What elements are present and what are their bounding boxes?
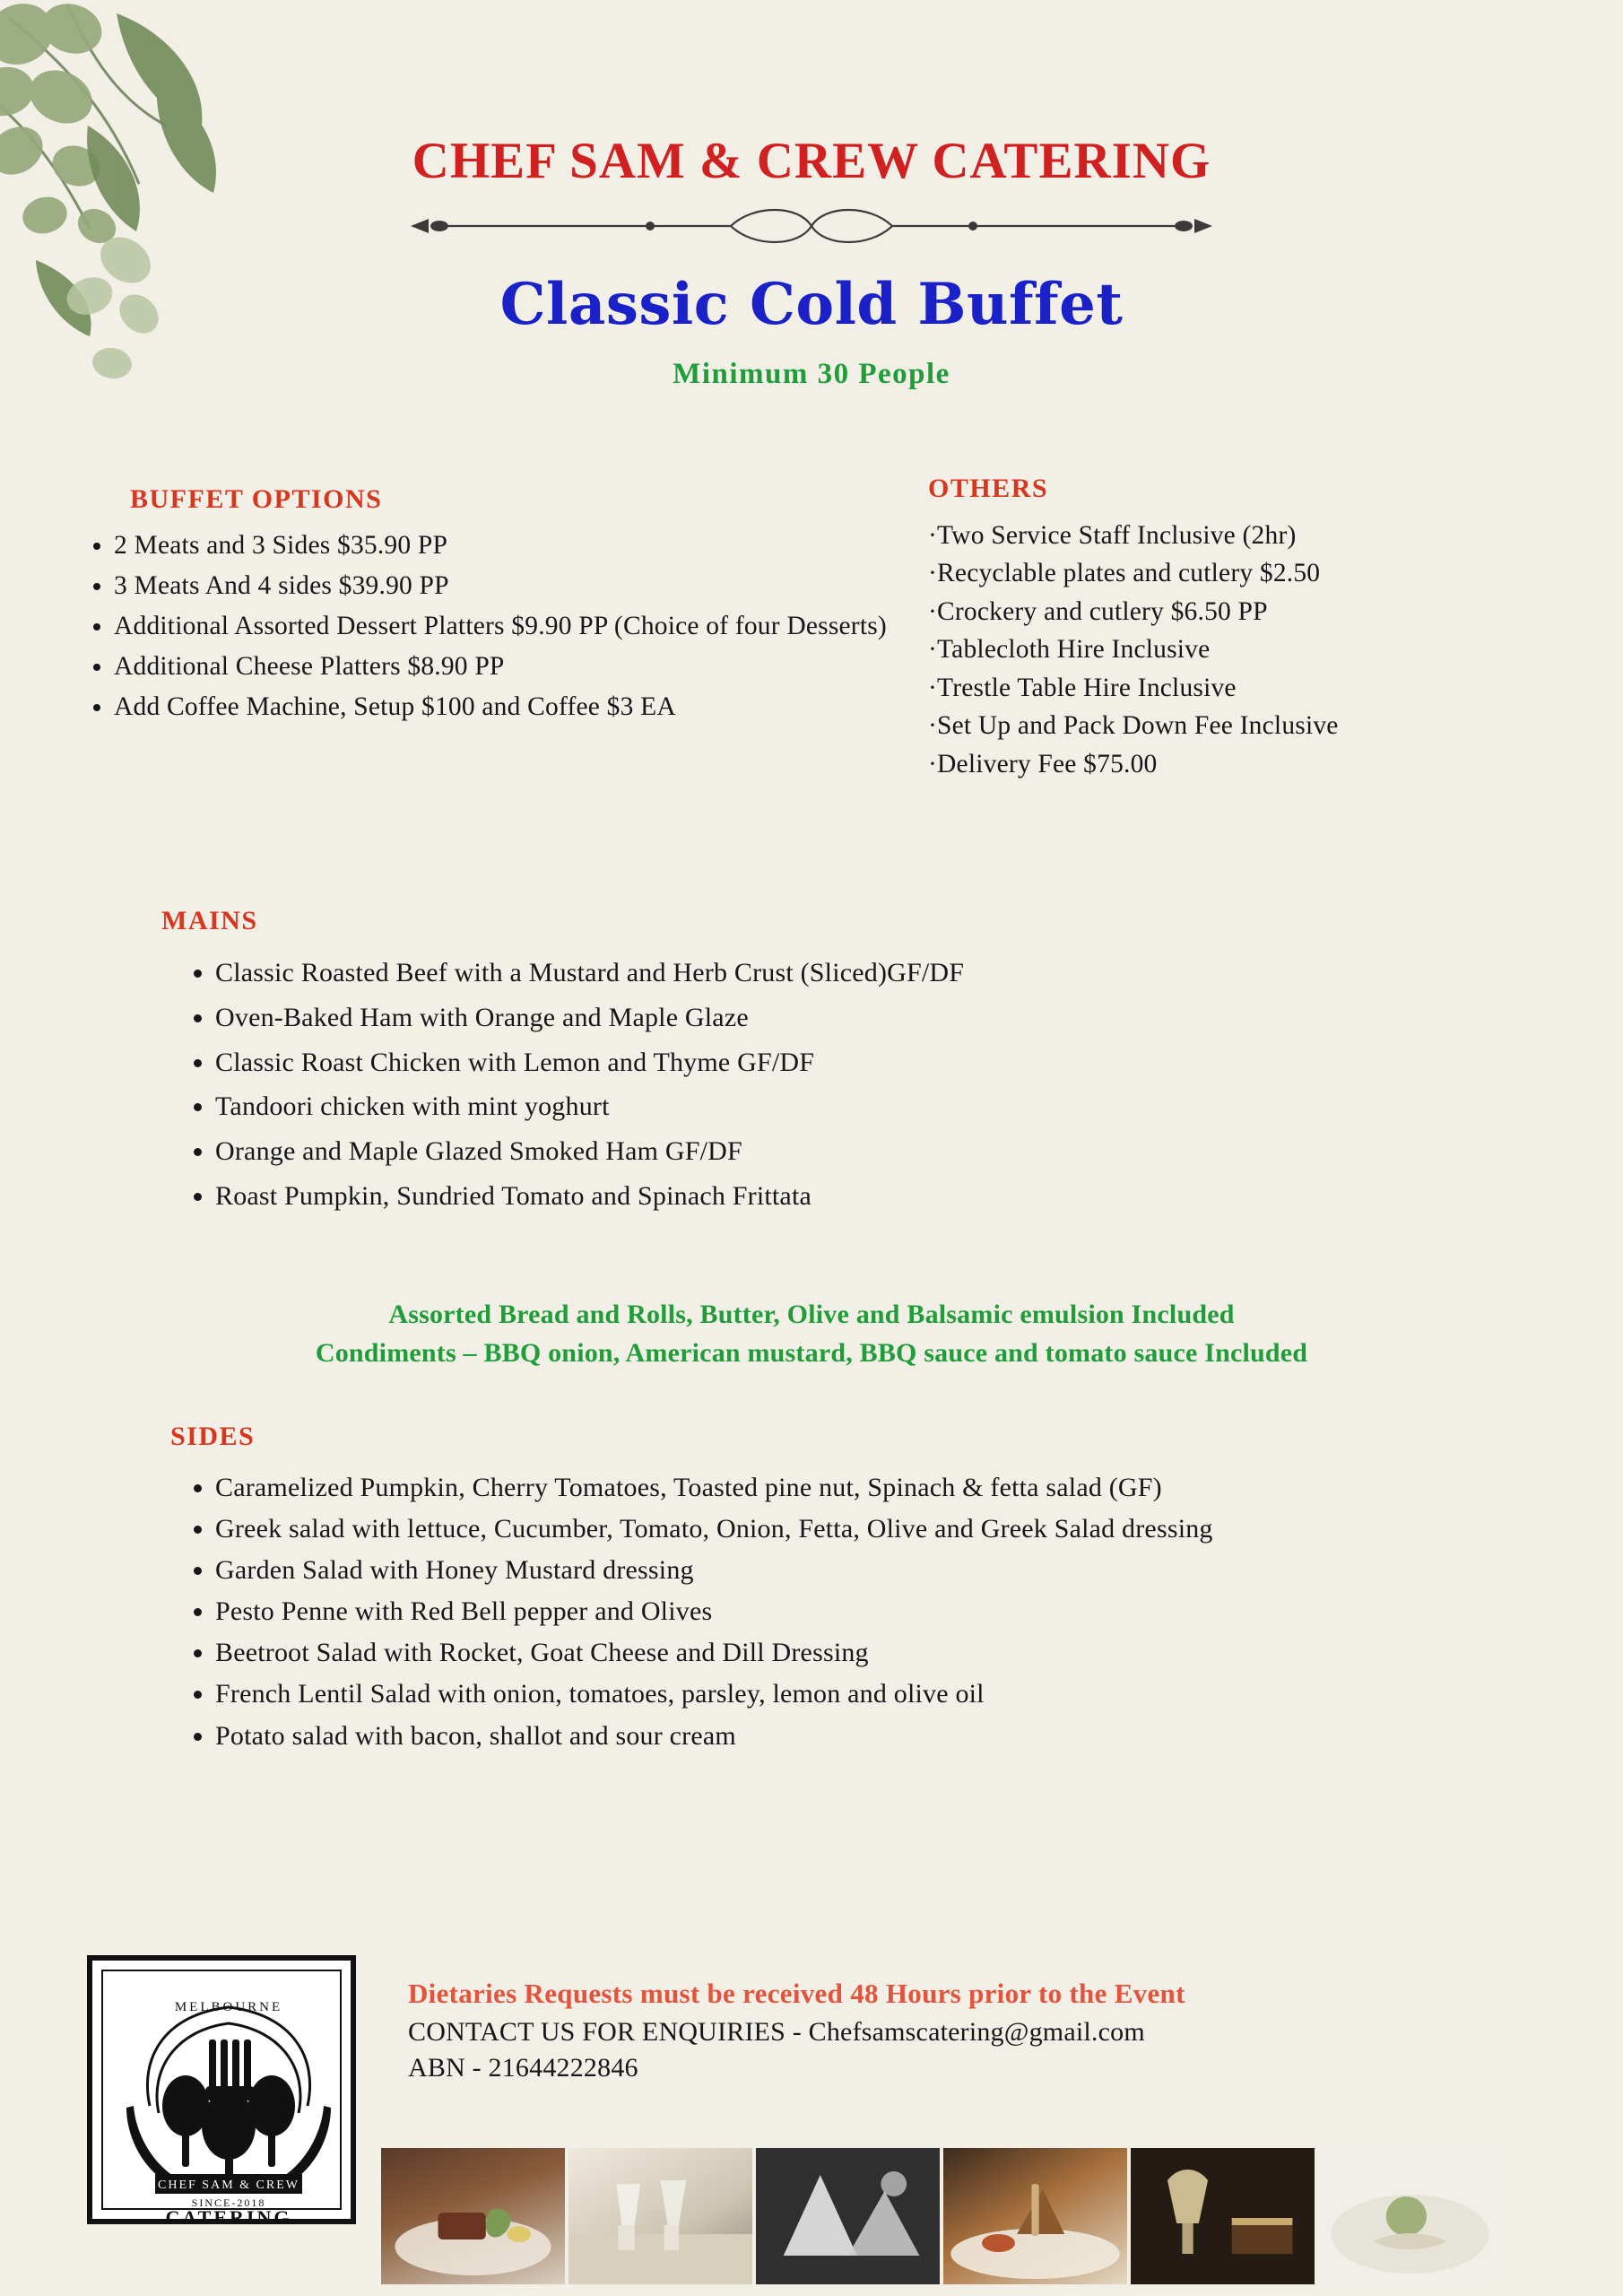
page-title: Classic Cold Buffet <box>499 270 1124 338</box>
brand-title: CHEF SAM & CREW CATERING <box>412 133 1211 189</box>
list-item: • Greek salad with lettuce, Cucumber, Tomato, Onion, Fetta, Olive and Greek Salad dressing <box>215 1509 1560 1549</box>
buffet-options-section <box>67 484 901 728</box>
list-item: • 3 Meats And 4 sides $39.90 PP <box>114 568 901 605</box>
included-note-line-2: Condiments – BBQ onion, American mustard, BBQ sauce and tomato sauce Included <box>315 1337 1308 1368</box>
list-item: • Classic Roasted Beef with a Mustard and Herb Crust (Sliced)GF/DF <box>215 952 1524 995</box>
list-item: • Pesto Penne with Red Bell pepper and Olives <box>215 1592 1560 1631</box>
list-item: • French Lentil Salad with onion, tomatoes, parsley, lemon and olive oil <box>215 1674 1560 1714</box>
footer-contact-block <box>408 1978 1529 2083</box>
dietary-requests-note: Dietaries Requests must be received 48 Hours prior to the Event <box>408 1978 1185 2009</box>
list-item: • Orange and Maple Glazed Smoked Ham GF/DF <box>215 1131 1524 1173</box>
others-section <box>928 474 1592 783</box>
abn-line: ABN - 21644222846 <box>408 2053 638 2083</box>
mains-section <box>90 906 1524 1221</box>
mains-heading: MAINS <box>161 906 258 935</box>
others-list <box>928 517 1592 783</box>
company-logo <box>87 1955 356 2224</box>
list-item: • 2 Meats and 3 Sides $35.90 PP <box>114 527 901 565</box>
list-item: • Potato salad with bacon, shallot and sour cream <box>215 1717 1560 1756</box>
mains-list <box>90 952 1524 1218</box>
list-item: ·Two Service Staff Inclusive (2hr) <box>928 521 1297 550</box>
food-photo <box>756 2148 940 2284</box>
ornamental-divider-icon <box>395 201 1228 251</box>
sides-section <box>90 1422 1560 1758</box>
food-photo <box>381 2148 565 2284</box>
list-item: • Caramelized Pumpkin, Cherry Tomatoes, Toasted pine nut, Spinach & fetta salad (GF) <box>215 1468 1560 1508</box>
list-item: • Roast Pumpkin, Sundried Tomato and Spinach Frittata <box>215 1176 1524 1218</box>
food-photo <box>1318 2148 1502 2284</box>
buffet-options-list <box>67 527 901 726</box>
sides-heading: SIDES <box>170 1422 256 1451</box>
list-item: • Additional Cheese Platters $8.90 PP <box>114 648 901 686</box>
food-photo-strip <box>381 2148 1502 2284</box>
food-photo <box>568 2148 752 2284</box>
list-item: • Garden Salad with Honey Mustard dressing <box>215 1551 1560 1590</box>
list-item: • Add Coffee Machine, Setup $100 and Coffee $3 EA <box>114 689 901 726</box>
food-photo <box>1131 2148 1315 2284</box>
logo-mid-text: CHEF SAM & CREW <box>158 2179 299 2192</box>
list-item: • Beetroot Salad with Rocket, Goat Cheese and Dill Dressing <box>215 1633 1560 1673</box>
list-item: ·Crockery and cutlery $6.50 PP <box>928 596 1268 626</box>
list-item: • Oven-Baked Ham with Orange and Maple Glaze <box>215 997 1524 1039</box>
document-header <box>0 135 1623 391</box>
included-note-line-1: Assorted Bread and Rolls, Butter, Olive and Balsamic emulsion Included <box>388 1300 1235 1329</box>
logo-bottom-text: CATERING <box>165 2206 292 2222</box>
others-heading: OTHERS <box>928 474 1049 503</box>
food-photo <box>943 2148 1127 2284</box>
list-item: ·Trestle Table Hire Inclusive <box>928 673 1237 702</box>
logo-top-text: MELBOURNE <box>174 2000 283 2014</box>
contact-line: CONTACT US FOR ENQUIRIES - Chefsamscatering@gmail.com <box>408 2017 1145 2047</box>
list-item: • Classic Roast Chicken with Lemon and Thyme GF/DF <box>215 1042 1524 1084</box>
buffet-options-heading: BUFFET OPTIONS <box>130 484 383 514</box>
list-item: ·Tablecloth Hire Inclusive <box>928 635 1211 665</box>
list-item: • Tandoori chicken with mint yoghurt <box>215 1086 1524 1128</box>
list-item: ·Recyclable plates and cutlery $2.50 <box>928 559 1321 588</box>
list-item: ·Delivery Fee $75.00 <box>928 749 1158 778</box>
list-item: • Additional Assorted Dessert Platters $9.90 PP (Choice of four Desserts) <box>114 608 901 646</box>
minimum-people-note: Minimum 30 People <box>673 357 950 390</box>
sides-list <box>90 1468 1560 1756</box>
included-note <box>0 1296 1623 1372</box>
logo-since-text: SINCE-2018 <box>191 2196 266 2209</box>
list-item: ·Set Up and Pack Down Fee Inclusive <box>928 711 1339 741</box>
